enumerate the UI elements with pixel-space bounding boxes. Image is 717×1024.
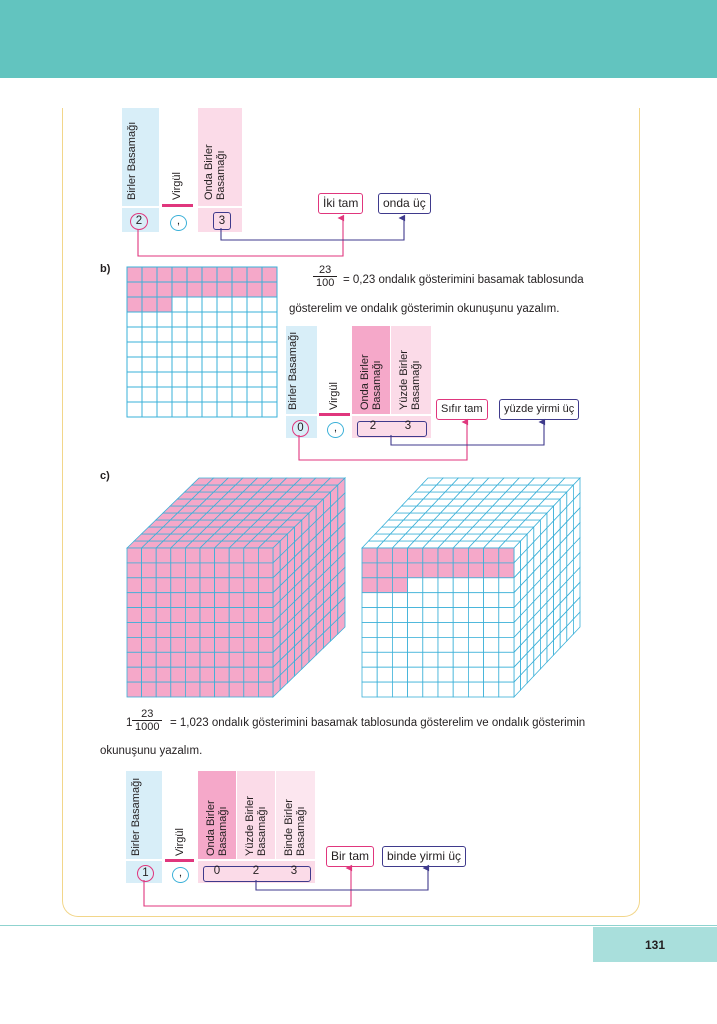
a-tag-whole: İki tam (318, 193, 363, 214)
b-text-line1: = 0,23 ondalık gösterimini basamak tablosunda (343, 274, 584, 286)
c-digit-ones: 1 (137, 865, 154, 882)
a-header-comma: Virgül (171, 172, 183, 200)
c-fraction (132, 708, 162, 733)
c-header-hundredths: Yüzde Birler Basamağı (244, 796, 268, 856)
b-label: b) (100, 263, 111, 275)
a-comma-bar (162, 204, 193, 207)
c-tag-fraction: binde yirmi üç (382, 846, 466, 867)
b-text-line2: gösterelim ve ondalık gösterimin okunuşunu yazalım. (289, 303, 560, 315)
c-text-line2: okunuşunu yazalım. (100, 745, 203, 757)
b-digit-comma: , (327, 422, 344, 438)
c-header-thousandths: Binde Birler Basamağı (283, 799, 307, 856)
footer-line (0, 925, 717, 926)
b-fraction (313, 264, 337, 289)
b-header-comma: Virgül (328, 382, 340, 410)
c-label: c) (100, 470, 110, 482)
c-digit-hundredths: 2 (252, 865, 260, 877)
c-fraction-den: 1000 (132, 720, 162, 733)
c-fraction-num: 23 (141, 708, 154, 720)
a-header-tenths: Onda Birler Basamağı (203, 144, 227, 200)
b-digit-tenths: 2 (369, 420, 377, 432)
c-digit-comma: , (172, 867, 189, 883)
c-text-line1: = 1,023 ondalık gösterimini basamak tablosunda gösterelim ve ondalık gösterimin (170, 717, 586, 729)
c-digit-tenths: 0 (213, 865, 221, 877)
c-header-ones: Birler Basamağı (130, 777, 142, 856)
a-digit-ones: 2 (130, 213, 148, 230)
a-digit-tenths: 3 (213, 212, 231, 230)
b-digit-ones: 0 (292, 420, 309, 437)
c-whole: 1 (126, 717, 133, 729)
c-tag-whole: Bir tam (326, 846, 374, 867)
b-fraction-den: 100 (313, 276, 337, 289)
b-tag-whole: Sıfır tam (436, 399, 488, 420)
page-number: 131 (593, 927, 717, 962)
c-comma-bar (165, 859, 194, 862)
c-header-tenths: Onda Birler Basamağı (205, 800, 229, 856)
b-header-tenths: Onda Birler Basamağı (359, 354, 383, 410)
c-header-comma: Virgül (174, 828, 186, 856)
b-header-ones: Birler Basamağı (287, 331, 299, 410)
a-tag-fraction: onda üç (378, 193, 431, 214)
b-digit-hundredths: 3 (404, 420, 412, 432)
b-fraction-num: 23 (319, 264, 332, 276)
header-band (0, 0, 717, 78)
a-header-ones: Birler Basamağı (126, 121, 138, 200)
b-tag-fraction: yüzde yirmi üç (499, 399, 579, 420)
b-header-hundredths: Yüzde Birler Basamağı (398, 350, 422, 410)
a-digit-comma: , (170, 215, 187, 231)
b-comma-bar (319, 413, 350, 416)
c-digit-thousandths: 3 (290, 865, 298, 877)
